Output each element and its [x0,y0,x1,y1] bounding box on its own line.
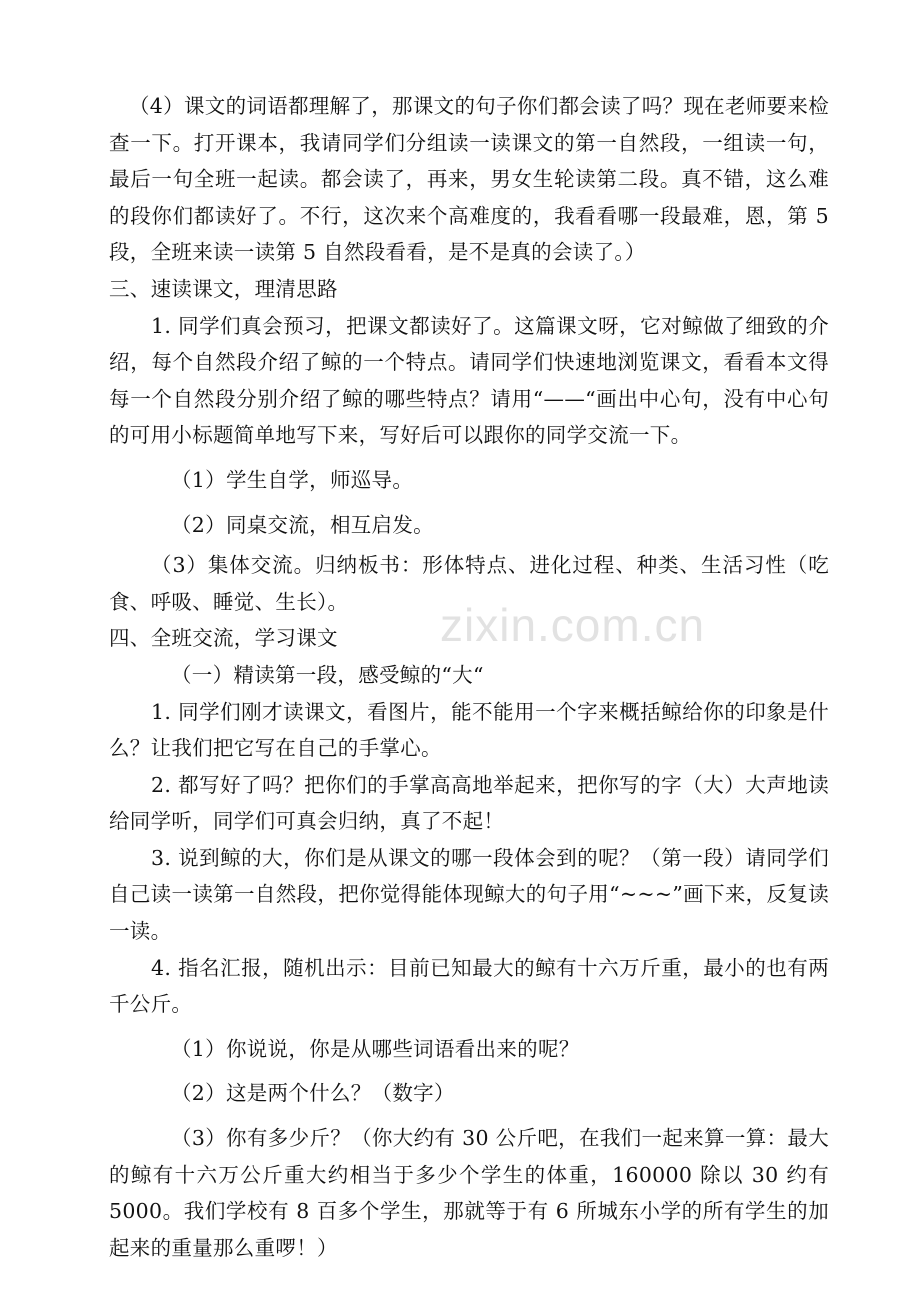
paragraph-step-2: 2. 都写好了吗？把你们的手掌高高地举起来，把你写的字（大）大声地读给同学听，同学们可真会归纳，真了不起！ [109,772,829,834]
paragraph-step-4: 4. 指名汇报，随机出示：目前已知最大的鲸有十六万斤重，最小的也有两千公斤。 [109,955,829,1017]
list-item-question-words: （1）你说说，你是从哪些词语看出来的呢？ [171,1036,580,1061]
list-item-question-numbers: （2）这是两个什么？（数字） [171,1081,455,1106]
subsection-heading-1: （一）精读第一段，感受鲸的“大“ [171,662,484,687]
paragraph-reading-check: （4）课文的词语都理解了，那课文的句子你们都会读了吗？现在老师要来检查一下。打开课本，我请同学们分组读一读课文的第一自然段，一组读一句，最后一句全班一起读。都会读了，再来，男女生轮读第二段。真不错，这么难的段你们都读好了。不行，这次来个高难度的，我看看哪一段最难，恩，第 5 段，全班来读一读第 5 自然段看看，是不是真的会读了。） [109,94,829,265]
list-item-question-weight: （3）你有多少斤？（你大约有 30 公斤吧，在我们一起来算一算：最大的鲸有十六万公斤重大约相当于多少个学生的体重，160000 除以 30 约有 5000。我们学校有 8 百多个学生，那就等于有 6 所城东小学的所有学生的加起来的重量那么重啰！） [109,1126,829,1260]
document-body [109,88,829,1266]
section-heading-3: 三、速读课文，理清思路 [109,276,338,301]
list-item-desk-exchange: （2）同桌交流，相互启发。 [171,512,434,537]
paragraph-step-3: 3. 说到鲸的大，你们是从课文的哪一段体会到的呢？（第一段）请同学们自己读一读第一自然段，把你觉得能体现鲸大的句子用“~~~”画下来，反复读一读。 [109,845,829,944]
paragraph-preview-intro: 1. 同学们真会预习，把课文都读好了。这篇课文呀，它对鲸做了细致的介绍，每个自然段介绍了鲸的一个特点。请同学们快速地浏览课文，看看本文得每一个自然段分别介绍了鲸的哪些特点？请用“——“画出中心句，没有中心句的可用小标题简单地写下来，写好后可以跟你的同学交流一下。 [109,313,829,448]
watermark: zixin.com.cn [440,599,706,651]
section-heading-4: 四、全班交流，学习课文 [109,626,338,651]
paragraph-step-1: 1. 同学们刚才读课文，看图片，能不能用一个字来概括鲸给你的印象是什么？让我们把它写在自己的手掌心。 [109,699,829,761]
list-item-self-study: （1）学生自学，师巡导。 [171,467,414,492]
list-item-group-exchange: （3）集体交流。归纳板书：形体特点、进化过程、种类、生活习性（吃食、呼吸、睡觉、生长）。 [109,553,829,614]
